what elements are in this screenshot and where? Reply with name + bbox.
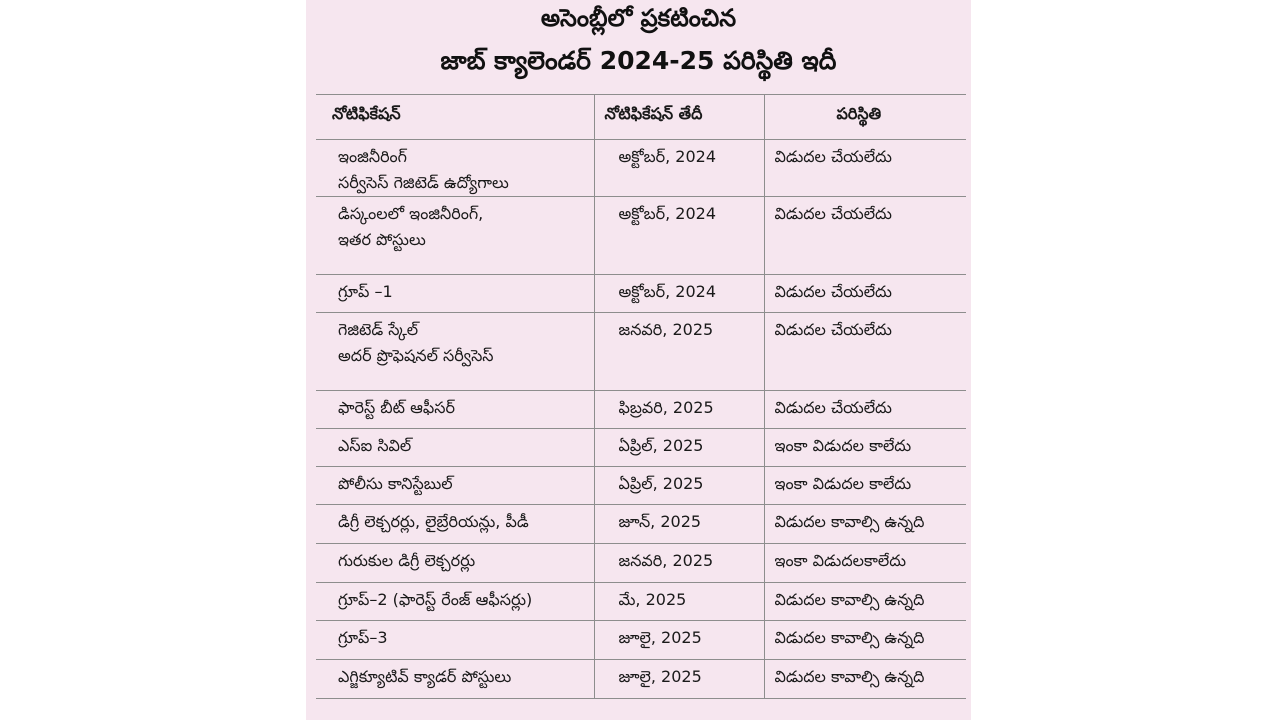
- date-cell: అక్టోబర్, 2024: [594, 197, 764, 275]
- notification-cell: [316, 583, 594, 621]
- notification-line: అదర్ ప్రొఫెషనల్ సర్వీసెస్: [338, 346, 494, 365]
- notification-cell: [316, 621, 594, 660]
- status-cell: విడుదల కావాల్సి ఉన్నది: [764, 660, 966, 699]
- table-row: [316, 505, 966, 544]
- date-cell: ఏప్రిల్, 2025: [594, 467, 764, 505]
- date-cell: జూలై, 2025: [594, 660, 764, 699]
- table-row: [316, 583, 966, 621]
- notification-line: డిగ్రీ లెక్చరర్లు, లైబ్రేరియన్లు, పీడీ: [338, 512, 529, 531]
- status-cell: ఇంకా విడుదల కాలేదు: [764, 429, 966, 467]
- notification-line: గెజిటెడ్ స్కేల్: [338, 320, 419, 339]
- notification-line: గురుకుల డిగ్రీ లెక్చరర్లు: [338, 551, 476, 570]
- notification-cell: [316, 544, 594, 583]
- notification-line: పోలీసు కానిస్టేబుల్: [338, 474, 453, 493]
- table-row: [316, 197, 966, 275]
- status-cell: విడుదల చేయలేదు: [764, 197, 966, 275]
- table-row: [316, 544, 966, 583]
- notification-cell: [316, 391, 594, 429]
- notification-cell: [316, 429, 594, 467]
- status-cell: విడుదల చేయలేదు: [764, 313, 966, 391]
- table-header-row: [316, 95, 966, 140]
- notification-cell: [316, 660, 594, 699]
- status-cell: ఇంకా విడుదలకాలేదు: [764, 544, 966, 583]
- notification-line: గ్రూప్–2 (ఫారెస్ట్ రేంజ్ ఆఫీసర్లు): [338, 590, 533, 609]
- title-line-2: జాబ్ క్యాలెండర్ 2024-25 పరిస్థితి ఇదీ: [440, 46, 837, 75]
- notification-line: గ్రూప్–3: [338, 628, 388, 647]
- notification-cell: [316, 140, 594, 197]
- notification-line: సర్వీసెస్ గెజిటెడ్ ఉద్యోగాలు: [338, 173, 509, 192]
- status-cell: విడుదల చేయలేదు: [764, 391, 966, 429]
- date-cell: జనవరి, 2025: [594, 544, 764, 583]
- status-cell: విడుదల కావాల్సి ఉన్నది: [764, 583, 966, 621]
- table-row: [316, 140, 966, 197]
- notification-line: ఇతర పోస్టులు: [338, 230, 426, 249]
- date-cell: జనవరి, 2025: [594, 313, 764, 391]
- status-cell: విడుదల చేయలేదు: [764, 275, 966, 313]
- date-cell: మే, 2025: [594, 583, 764, 621]
- table-row: [316, 429, 966, 467]
- date-cell: జూన్, 2025: [594, 505, 764, 544]
- date-cell: ఏప్రిల్, 2025: [594, 429, 764, 467]
- notification-cell: [316, 275, 594, 313]
- table-row: [316, 660, 966, 699]
- notification-line: డిస్కంలలో ఇంజినీరింగ్,: [338, 204, 484, 223]
- date-cell: అక్టోబర్, 2024: [594, 275, 764, 313]
- notification-line: ఎస్ఐ సివిల్: [338, 436, 412, 455]
- notification-line: ఎగ్జిక్యూటివ్ క్యాడర్ పోస్టులు: [338, 667, 512, 686]
- table-row: [316, 467, 966, 505]
- table-row: [316, 275, 966, 313]
- status-cell: ఇంకా విడుదల కాలేదు: [764, 467, 966, 505]
- date-cell: ఫిబ్రవరి, 2025: [594, 391, 764, 429]
- notification-cell: [316, 467, 594, 505]
- status-cell: విడుదల కావాల్సి ఉన్నది: [764, 621, 966, 660]
- notification-line: గ్రూప్ –1: [338, 282, 393, 301]
- column-header-status: పరిస్థితి: [764, 95, 966, 140]
- table-row: [316, 621, 966, 660]
- table-row: [316, 313, 966, 391]
- column-header-date: నోటిఫికేషన్ తేదీ: [594, 95, 764, 140]
- table-row: [316, 391, 966, 429]
- status-cell: విడుదల చేయలేదు: [764, 140, 966, 197]
- notification-cell: [316, 313, 594, 391]
- column-header-notification: నోటిఫికేషన్: [316, 95, 594, 140]
- notification-cell: [316, 505, 594, 544]
- notification-line: ఫారెస్ట్ బీట్ ఆఫీసర్: [338, 398, 455, 417]
- notification-cell: [316, 197, 594, 275]
- date-cell: జూలై, 2025: [594, 621, 764, 660]
- status-cell: విడుదల కావాల్సి ఉన్నది: [764, 505, 966, 544]
- job-calendar-table: [316, 94, 966, 699]
- notification-line: ఇంజినీరింగ్: [338, 147, 407, 166]
- date-cell: అక్టోబర్, 2024: [594, 140, 764, 197]
- newspaper-clipping: [306, 0, 971, 720]
- title-line-1: అసెంబ్లీలో ప్రకటించిన: [540, 4, 737, 32]
